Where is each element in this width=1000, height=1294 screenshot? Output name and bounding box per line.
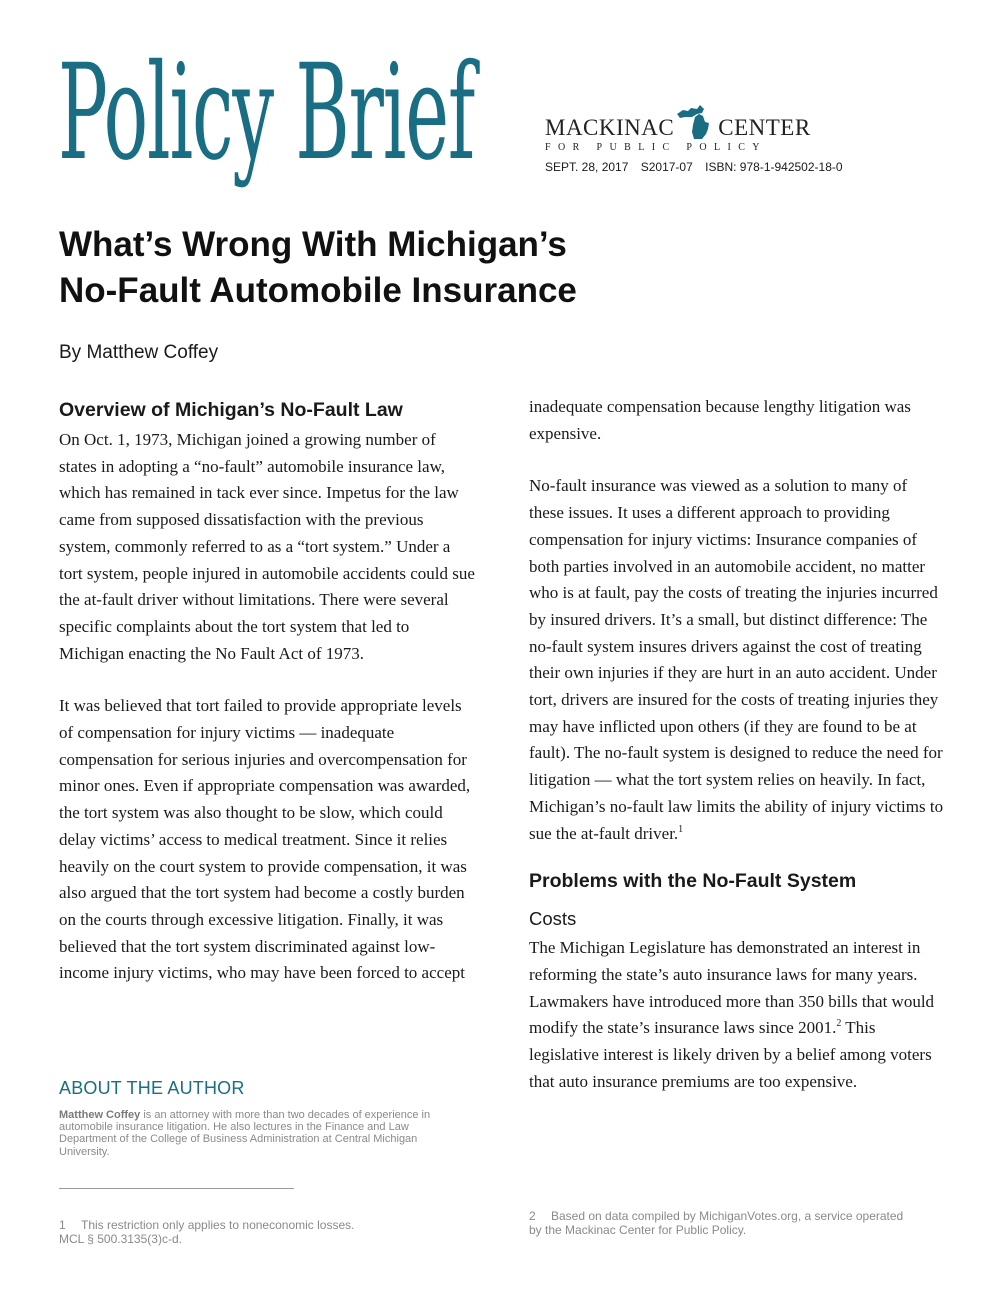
- masthead-title: Policy Brief: [58, 36, 475, 190]
- footnote-2-text-2: by the Mackinac Center for Public Policy.: [529, 1223, 747, 1237]
- title-line-1: What’s Wrong With Michigan’s: [59, 225, 567, 264]
- footnote-1-text-2: MCL § 500.3135(3)c-d.: [59, 1232, 182, 1246]
- footnote-2-text: Based on data compiled by MichiganVotes.org, a service operated: [551, 1209, 904, 1223]
- org-name-right: CENTER: [718, 115, 811, 140]
- author-name: Matthew Coffey: [59, 1109, 141, 1121]
- footnote-1: [59, 1218, 419, 1246]
- title-line-2: No-Fault Automobile Insurance: [59, 271, 577, 310]
- left-column: [59, 396, 475, 987]
- paragraph-3-text: No-fault insurance was viewed as a solution to many of these issues. It uses a different approach to providing compensation for injury victims: Insurance companies of both parties involved in an automobile accident, no matter who is at fault, pay the costs of treating the injuries incurred by insured drivers. It’s a small, but distinct difference: The no-fault system insures drivers against the cost of treating their own injuries if they are hurt in an auto accident. Under tort, drivers are insured for the costs of treating injuries they may have inflicted upon others (if they are found to be at fault). The no-fault system is designed to reduce the need for litigation — what the tort system relies on heavily. In fact, Michigan’s no-fault law limits the ability of injury victims to sue the at-fault driver.: [529, 476, 944, 843]
- section-heading-overview: Overview of Michigan’s No-Fault Law: [59, 399, 403, 421]
- subheading-costs: Costs: [529, 908, 577, 930]
- paragraph-1: On Oct. 1, 1973, Michigan joined a growing number of states in adopting a “no-fault” automobile insurance law, which has remained in tack ever since. Impetus for the law came from supposed dissatisfaction with the previous system, commonly referred to as a “tort system.” Under a tort system, people injured in automobile accidents could sue the at-fault driver without limitations. There were several specific complaints about the tort system that led to Michigan enacting the No Fault Act of 1973.: [59, 430, 475, 663]
- publication-meta: [545, 160, 852, 174]
- org-name-left: MACKINAC: [545, 115, 675, 140]
- paragraph-2: It was believed that tort failed to provide appropriate levels of compensation for injury victims — inadequate compensation for serious injuries and overcompensation for minor ones. Even if appropriate compensation was awarded, the tort system was also thought to be slow, which could delay victims’ access to medical treatment. Since it relies heavily on the court system to provide compensation, it was also argued that the tort system had become a costly burden on the courts through excessive litigation. Finally, it was believed that the tort system discriminated against low-income injury victims, who may have been forced to accept: [59, 696, 471, 983]
- footnote-1-number: 1: [59, 1218, 66, 1232]
- michigan-map-icon: [675, 100, 717, 140]
- publication-date: SEPT. 28, 2017: [545, 160, 629, 174]
- paragraph-4: [529, 935, 945, 1095]
- footnote-ref-1[interactable]: 1: [678, 823, 684, 835]
- about-author-body: [59, 1109, 451, 1158]
- isbn: ISBN: 978-1-942502-18-0: [705, 160, 843, 174]
- footnote-1-text: This restriction only applies to noneconomic losses.: [81, 1218, 355, 1232]
- right-column: [529, 394, 945, 1095]
- author-bio: is an attorney with more than two decades of experience in automobile insurance litigation. He also lectures in the Finance and Law Department of the College of Business Administration at Central Michigan University.: [59, 1109, 431, 1158]
- footnote-2: [529, 1209, 959, 1237]
- paragraph-4-text-a: The Michigan Legislature has demonstrated an interest in reforming the state’s auto insurance laws for many years. Lawmakers have introduced more than 350 bills that would modify the state’s insurance laws since 2001.: [529, 938, 935, 1038]
- footnote-ref-2[interactable]: 2: [836, 1018, 842, 1030]
- org-subtitle: FOR PUBLIC POLICY: [545, 142, 767, 153]
- report-id: S2017-07: [640, 160, 693, 174]
- byline: By Matthew Coffey: [59, 342, 219, 363]
- paragraph-4-text-b: This legislative interest is likely driven by a belief among voters that auto insurance premiums are too expensive.: [529, 1018, 932, 1091]
- footnote-2-number: 2: [529, 1209, 536, 1223]
- page-title: [59, 222, 759, 314]
- section-heading-problems: Problems with the No-Fault System: [529, 870, 857, 893]
- footnote-divider: [59, 1188, 294, 1189]
- about-author-heading: ABOUT THE AUTHOR: [59, 1078, 245, 1098]
- paragraph-continued: inadequate compensation because lengthy litigation was expensive.: [529, 397, 911, 443]
- paragraph-3: [529, 473, 945, 847]
- org-logo: [545, 100, 811, 156]
